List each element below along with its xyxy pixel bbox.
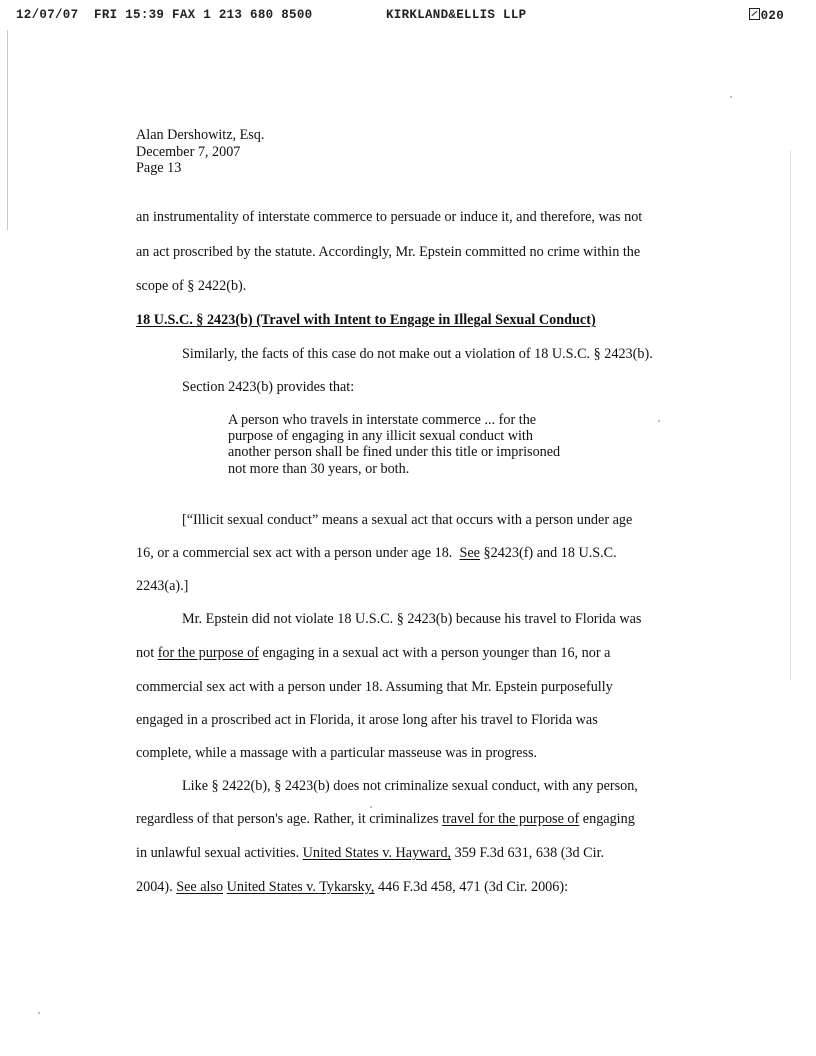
body-line: scope of § 2422(b). [136, 278, 247, 294]
quote-line: another person shall be fined under this title or imprisoned [228, 444, 561, 460]
body-line: Section 2423(b) provides that: [182, 379, 355, 395]
fax-timestamp: 12/07/07 FRI 15:39 FAX 1 213 680 8500 [16, 8, 313, 22]
quote-line: purpose of engaging in any illicit sexual conduct with [228, 428, 533, 444]
body-line: Similarly, the facts of this case do not make out a violation of 18 U.S.C. § 2423(b). [182, 346, 653, 362]
fax-page-indicator [749, 8, 784, 23]
scan-speck [658, 420, 660, 422]
body-line: complete, while a massage with a particular masseuse was in progress. [136, 745, 538, 761]
fax-page-box-icon [749, 8, 760, 20]
fax-page-number: 020 [760, 9, 784, 23]
page-label: Page 13 [136, 160, 182, 176]
text: 359 F.3d 631, 638 (3d Cir. [454, 845, 605, 861]
letterhead [136, 127, 264, 177]
body-line [136, 879, 568, 896]
body-line: engaged in a proscribed act in Florida, it arose long after his travel to Florida was [136, 712, 598, 728]
text: engaging [582, 811, 635, 827]
body-line: commercial sex act with a person under 18. Assuming that Mr. Epstein purposefully [136, 679, 613, 695]
emphasis: for the purpose of [157, 645, 259, 661]
text: not [136, 645, 155, 661]
recipient: Alan Dershowitz, Esq. [136, 127, 265, 143]
fax-header [16, 8, 784, 24]
case-citation: United States v. Hayward, [302, 845, 452, 861]
citation-signal: See also [176, 879, 224, 895]
quote-line: A person who travels in interstate commerce ... for the [228, 412, 537, 428]
citation-signal: See [459, 545, 480, 561]
body-line [136, 645, 610, 662]
text: regardless of that person's age. Rather, it criminalizes [136, 811, 439, 827]
section-heading: 18 U.S.C. § 2423(b) (Travel with Intent to Engage in Illegal Sexual Conduct) [136, 312, 596, 328]
body-line: 2243(a).] [136, 578, 189, 594]
body-line [136, 811, 635, 828]
scan-speck [370, 806, 372, 808]
scan-edge-right [790, 150, 791, 680]
text: engaging in a sexual act with a person younger than 16, nor a [262, 645, 611, 661]
body-line: an act proscribed by the statute. Accordingly, Mr. Epstein committed no crime within the [136, 244, 641, 260]
body-line [136, 845, 604, 862]
scan-edge-left [7, 30, 8, 230]
emphasis: travel for the purpose of [442, 811, 580, 827]
fax-firm-name: KIRKLAND&ELLIS LLP [386, 8, 527, 22]
body-line: [“Illicit sexual conduct” means a sexual act that occurs with a person under age [182, 512, 633, 528]
text: 16, or a commercial sex act with a person under age 18. [136, 545, 453, 561]
text: in unlawful sexual activities. [136, 845, 300, 861]
body-line [136, 545, 617, 562]
letter-date: December 7, 2007 [136, 143, 241, 160]
scan-speck [730, 96, 732, 98]
text: 446 F.3d 458, 471 (3d Cir. 2006): [378, 879, 569, 895]
text: §2423(f) and 18 U.S.C. [483, 545, 617, 561]
case-citation: United States v. Tykarsky, [226, 879, 375, 895]
body-line [136, 209, 679, 226]
quote-line: not more than 30 years, or both. [228, 461, 410, 477]
body-line: Like § 2422(b), § 2423(b) does not criminalize sexual conduct, with any person, [182, 778, 638, 794]
scan-speck [38, 1012, 40, 1014]
text: 2004). [136, 879, 173, 895]
body-line: Mr. Epstein did not violate 18 U.S.C. § 2423(b) because his travel to Florida was [182, 611, 642, 627]
text: an instrumentality of interstate commerce to persuade or induce it, and therefore, was not [136, 209, 643, 225]
